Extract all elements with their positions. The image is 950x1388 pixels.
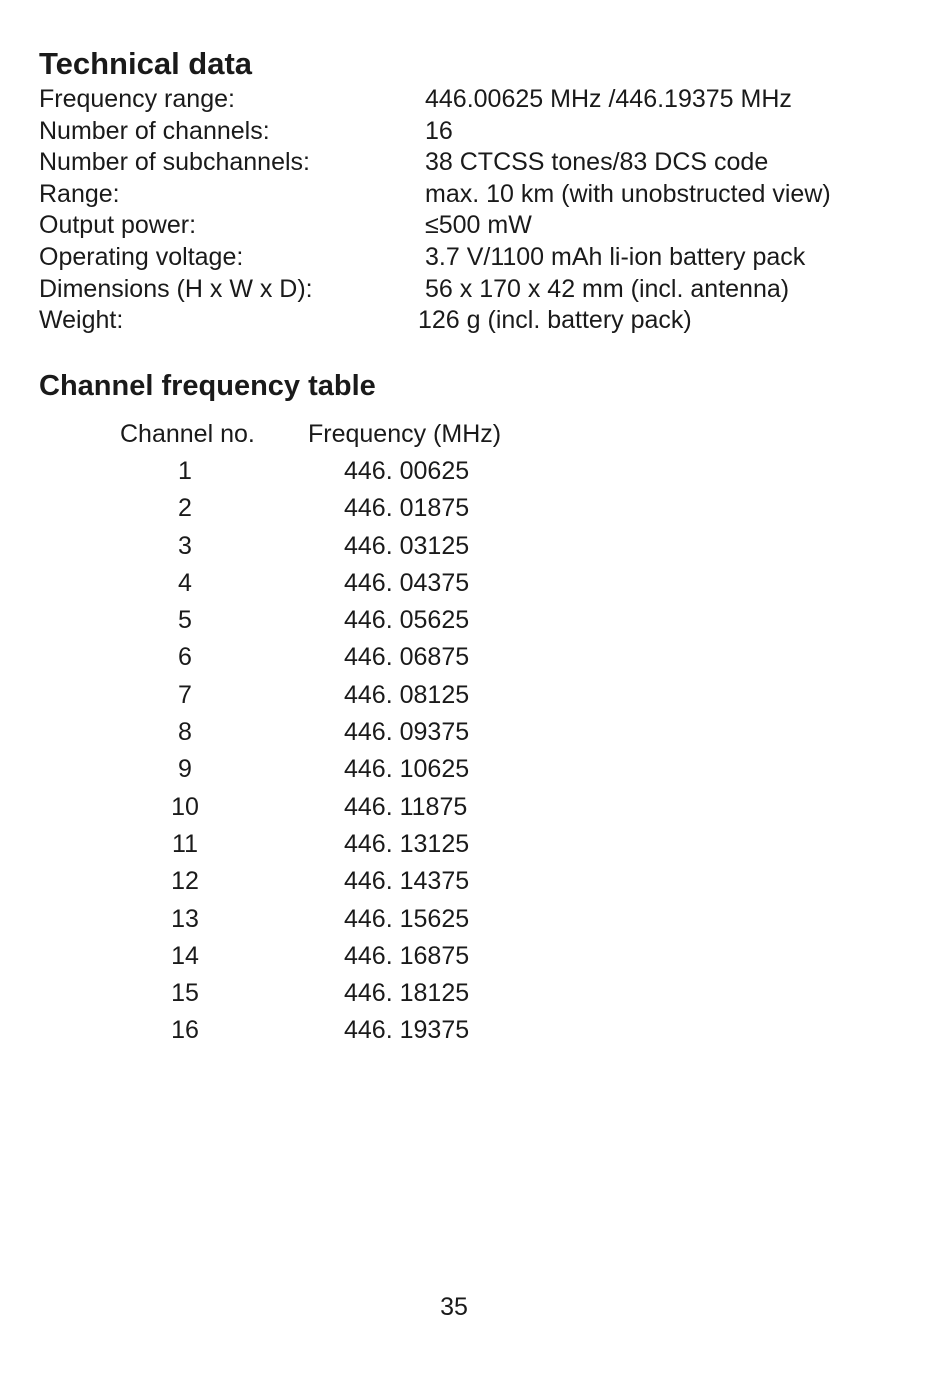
table-row [100, 901, 560, 938]
channel-number: 5 [178, 606, 192, 635]
channel-table-heading: Channel frequency table [39, 370, 376, 402]
spec-label: Dimensions (H x W x D): [39, 274, 313, 303]
channel-number: 8 [178, 718, 192, 747]
table-row [100, 751, 560, 788]
spec-value: 56 x 170 x 42 mm (incl. antenna) [425, 274, 790, 303]
spec-value: ≤500 mW [425, 211, 532, 240]
spec-label: Output power: [39, 211, 197, 240]
table-row [100, 528, 560, 565]
spec-label: Operating voltage: [39, 242, 244, 271]
channel-number: 6 [178, 643, 192, 672]
channel-frequency: 446. 16875 [344, 941, 470, 970]
table-row [100, 938, 560, 975]
channel-frequency: 446. 03125 [344, 531, 470, 560]
table-row [100, 714, 560, 751]
channel-frequency: 446. 06875 [344, 643, 470, 672]
technical-data-table [39, 84, 919, 337]
channel-number: 11 [172, 829, 198, 858]
spec-label: Weight: [39, 306, 124, 335]
channel-frequency: 446. 19375 [344, 1016, 470, 1045]
channel-frequency: 446. 14375 [344, 867, 470, 896]
channel-number: 9 [178, 755, 192, 784]
channel-frequency: 446. 18125 [344, 979, 470, 1008]
table-row [100, 677, 560, 714]
channel-frequency: 446. 10625 [344, 755, 470, 784]
table-row [100, 639, 560, 676]
channel-number: 12 [171, 867, 199, 896]
channel-frequency: 446. 00625 [344, 457, 470, 485]
channel-number: 2 [178, 494, 192, 523]
spec-value: 38 CTCSS tones/83 DCS code [425, 148, 769, 177]
spec-value: 446.00625 MHz /446.19375 MHz [425, 85, 792, 113]
channel-frequency: 446. 11875 [344, 792, 468, 821]
channel-number: 3 [178, 531, 192, 560]
channel-frequency: 446. 01875 [344, 494, 470, 523]
channel-frequency: 446. 08125 [344, 680, 470, 709]
table-row [100, 1012, 560, 1049]
frequency-column-header: Frequency (MHz) [308, 420, 502, 448]
spec-row [39, 84, 919, 116]
spec-value: 3.7 V/1100 mAh li-ion battery pack [425, 242, 806, 271]
channel-column-header: Channel no. [120, 420, 255, 448]
spec-label: Number of subchannels: [39, 148, 310, 177]
channel-frequency-table [100, 416, 560, 1050]
table-row [100, 975, 560, 1012]
spec-label: Frequency range: [39, 85, 235, 113]
table-row [100, 453, 560, 490]
spec-label: Range: [39, 179, 120, 208]
spec-row [39, 242, 919, 274]
table-header-row [100, 416, 560, 453]
channel-frequency: 446. 09375 [344, 718, 470, 747]
spec-row [39, 179, 919, 211]
table-row [100, 602, 560, 639]
channel-frequency: 446. 13125 [344, 829, 470, 858]
channel-number: 15 [171, 979, 199, 1008]
channel-number: 4 [178, 568, 192, 597]
table-row [100, 789, 560, 826]
spec-row [39, 210, 919, 242]
channel-number: 1 [178, 457, 192, 485]
channel-number: 13 [171, 904, 199, 933]
channel-frequency: 446. 15625 [344, 904, 470, 933]
spec-row [39, 274, 919, 306]
technical-data-heading: Technical data [39, 46, 253, 81]
channel-number: 10 [171, 792, 199, 821]
table-row [100, 565, 560, 602]
table-row [100, 490, 560, 527]
channel-number: 7 [178, 680, 192, 709]
spec-row [39, 147, 919, 179]
channel-frequency: 446. 04375 [344, 568, 470, 597]
spec-label: Number of channels: [39, 116, 270, 145]
table-row [100, 863, 560, 900]
table-row [100, 826, 560, 863]
spec-value: 126 g (incl. battery pack) [418, 306, 692, 335]
spec-row [39, 116, 919, 148]
spec-row [39, 305, 919, 337]
channel-frequency: 446. 05625 [344, 606, 470, 635]
page-number: 35 [440, 1293, 468, 1321]
spec-value: 16 [425, 116, 453, 145]
channel-number: 16 [171, 1016, 199, 1045]
channel-number: 14 [171, 941, 199, 970]
spec-value: max. 10 km (with unobstructed view) [425, 179, 831, 208]
